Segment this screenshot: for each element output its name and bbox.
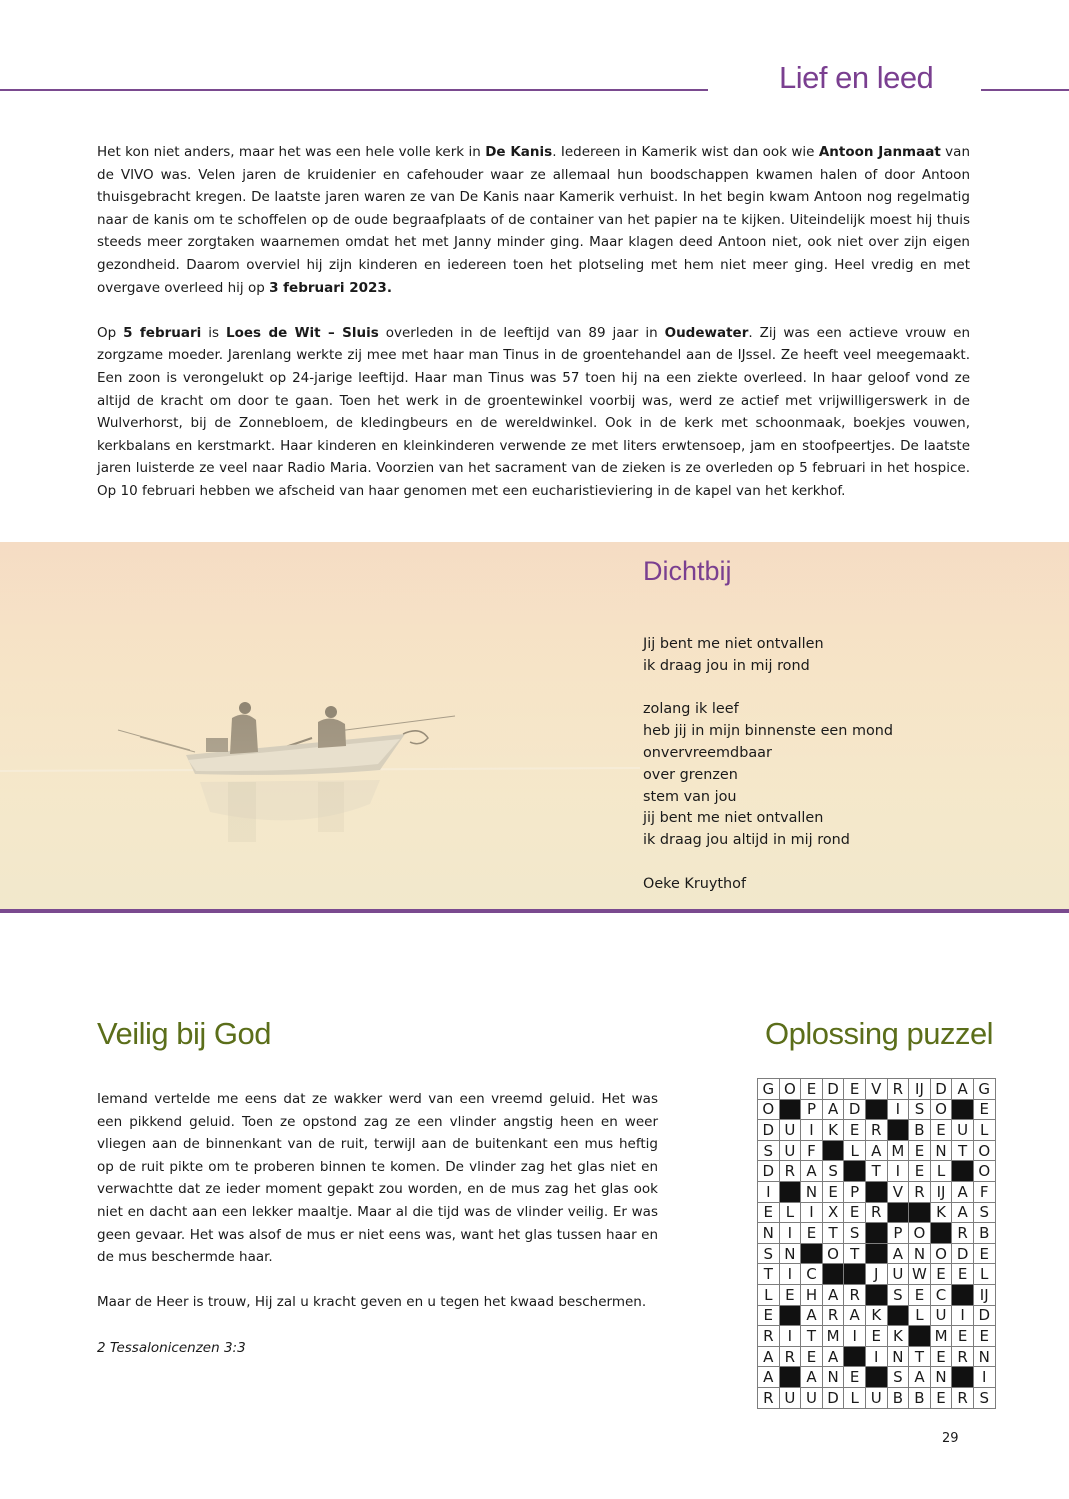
puzzle-black-cell (844, 1161, 866, 1182)
puzzle-cell: I (844, 1326, 866, 1347)
puzzle-cell: I (801, 1120, 823, 1141)
puzzle-cell: P (844, 1181, 866, 1202)
puzzle-row (758, 1099, 996, 1120)
puzzle-cell: E (822, 1181, 844, 1202)
puzzle-black-cell (844, 1346, 866, 1367)
puzzle-cell: I (779, 1264, 801, 1285)
puzzle-cell: R (865, 1120, 887, 1141)
puzzle-cell: D (758, 1161, 780, 1182)
puzzle-black-cell (865, 1223, 887, 1244)
page-title: Lief en leed (779, 60, 934, 95)
obituaries (97, 141, 970, 525)
puzzle-cell: B (909, 1387, 931, 1408)
puzzle-row (758, 1243, 996, 1264)
puzzle-cell: N (930, 1140, 952, 1161)
poem-line (643, 678, 893, 700)
puzzle-cell: U (779, 1140, 801, 1161)
puzzle-cell: E (844, 1079, 866, 1100)
puzzle-cell: U (779, 1120, 801, 1141)
puzzle-black-cell (887, 1202, 909, 1223)
puzzle-cell: E (758, 1305, 780, 1326)
puzzle-cell: K (887, 1326, 909, 1347)
puzzle-cell: I (973, 1367, 995, 1388)
puzzle-row (758, 1305, 996, 1326)
puzzle-cell: A (887, 1243, 909, 1264)
poem-line: stem van jou (643, 788, 737, 805)
puzzle-cell: A (844, 1305, 866, 1326)
puzzle-cell: D (822, 1079, 844, 1100)
header-rule-left (0, 89, 708, 91)
puzzle-cell: D (930, 1079, 952, 1100)
puzzle-black-cell (930, 1223, 952, 1244)
puzzle-cell: E (952, 1264, 974, 1285)
puzzle-cell: N (930, 1367, 952, 1388)
puzzle-cell: I (779, 1223, 801, 1244)
puzzle-cell: E (801, 1223, 823, 1244)
puzzle-black-cell (865, 1099, 887, 1120)
puzzle-cell: E (909, 1161, 931, 1182)
puzzle-cell: R (758, 1326, 780, 1347)
puzzle-title: Oplossing puzzel (765, 1016, 994, 1051)
puzzle-cell: I (887, 1099, 909, 1120)
puzzle-cell: O (779, 1079, 801, 1100)
puzzle-cell: R (952, 1346, 974, 1367)
puzzle-cell: IJ (909, 1079, 931, 1100)
puzzle-cell: D (973, 1305, 995, 1326)
puzzle-cell: N (758, 1223, 780, 1244)
puzzle-cell: R (822, 1305, 844, 1326)
puzzle-cell: I (801, 1202, 823, 1223)
poem-line: heb jij in mijn binnenste een mond (643, 723, 894, 740)
puzzle-black-cell (801, 1243, 823, 1264)
obituary-antoon: Het kon niet anders, maar het was een hele volle kerk in De Kanis. Iedereen in Kamerik wist dan ook wie Antoon Janmaat van de VIVO was. Velen jaren de kruidenier en cafehouder waar ze allemaal hun boodschappen kwamen halen of door Antoon thuisgebracht kregen. De laatste jaren waren ze van De Kanis naar Kamerik verhuist. In het begin kwam Antoon nog regelmatig naar de kanis om te schoffelen op de oude begraafplaats of de container van het papier na te kijken. Uiteindelijk moest hij thuis steeds meer zorgtaken waarnemen omdat het met Janny minder ging. Maar klagen deed Antoon niet, ook niet over zijn eigen gezondheid. Daarom overviel hij zijn kinderen en iedereen toen het plotseling met hem niet meer ging. Heel vredig en met overgave overleed hij op 3 februari 2023. (97, 144, 970, 296)
puzzle-row (758, 1120, 996, 1141)
puzzle-black-cell (779, 1305, 801, 1326)
puzzle-cell: E (930, 1387, 952, 1408)
puzzle-cell: M (822, 1326, 844, 1347)
puzzle-black-cell (952, 1161, 974, 1182)
puzzle-cell: O (973, 1140, 995, 1161)
puzzle-black-cell (865, 1284, 887, 1305)
puzzle-cell: E (973, 1099, 995, 1120)
puzzle-cell: U (779, 1387, 801, 1408)
puzzle-black-cell (952, 1284, 974, 1305)
puzzle-cell: V (865, 1079, 887, 1100)
puzzle-row (758, 1387, 996, 1408)
puzzle-cell: D (822, 1387, 844, 1408)
puzzle-cell: O (930, 1243, 952, 1264)
puzzle-cell: N (909, 1243, 931, 1264)
puzzle-cell: D (844, 1099, 866, 1120)
puzzle-cell: C (930, 1284, 952, 1305)
puzzle-cell: K (822, 1120, 844, 1141)
puzzle-cell: A (801, 1305, 823, 1326)
puzzle-cell: E (844, 1367, 866, 1388)
puzzle-cell: A (822, 1346, 844, 1367)
puzzle-cell: R (758, 1387, 780, 1408)
puzzle-black-cell (779, 1367, 801, 1388)
puzzle-cell: B (909, 1120, 931, 1141)
puzzle-row (758, 1326, 996, 1347)
puzzle-cell: A (952, 1079, 974, 1100)
poem-line: over grenzen (643, 766, 738, 783)
puzzle-cell: E (844, 1120, 866, 1141)
puzzle-cell: T (952, 1140, 974, 1161)
puzzle-cell: R (865, 1202, 887, 1223)
poem-line: ik draag jou altijd in mij rond (643, 832, 850, 849)
puzzle-row (758, 1140, 996, 1161)
poem-line: ik draag jou in mij rond (643, 657, 810, 674)
puzzle-cell: S (758, 1243, 780, 1264)
puzzle-cell: P (887, 1223, 909, 1244)
puzzle-grid (757, 1078, 996, 1409)
puzzle-cell: S (822, 1161, 844, 1182)
poem-line (643, 852, 893, 874)
puzzle-cell: I (779, 1326, 801, 1347)
puzzle-cell: A (801, 1161, 823, 1182)
puzzle-cell: R (909, 1181, 931, 1202)
puzzle-cell: IJ (973, 1284, 995, 1305)
puzzle-cell: R (952, 1387, 974, 1408)
puzzle-cell: T (822, 1223, 844, 1244)
puzzle-cell: N (822, 1367, 844, 1388)
puzzle-cell: A (801, 1367, 823, 1388)
puzzle-row (758, 1181, 996, 1202)
puzzle-cell: B (887, 1387, 909, 1408)
puzzle-black-cell (887, 1305, 909, 1326)
puzzle-black-cell (822, 1140, 844, 1161)
puzzle-cell: A (952, 1202, 974, 1223)
puzzle-cell: K (930, 1202, 952, 1223)
puzzle-cell: R (952, 1223, 974, 1244)
puzzle-cell: O (822, 1243, 844, 1264)
puzzle-cell: E (865, 1326, 887, 1347)
misty-lake-photo (0, 542, 1069, 910)
puzzle-cell: O (909, 1223, 931, 1244)
puzzle-cell: O (973, 1161, 995, 1182)
puzzle-cell: A (758, 1367, 780, 1388)
boat-illustration (0, 542, 1069, 910)
puzzle-cell: U (801, 1387, 823, 1408)
puzzle-cell: B (973, 1223, 995, 1244)
puzzle-cell: G (758, 1079, 780, 1100)
puzzle-row (758, 1079, 996, 1100)
puzzle-cell: G (973, 1079, 995, 1100)
poem-author: Oeke Kruythof (643, 875, 747, 892)
puzzle-cell: S (909, 1099, 931, 1120)
puzzle-row (758, 1346, 996, 1367)
puzzle-cell: W (909, 1264, 931, 1285)
puzzle-cell: IJ (930, 1181, 952, 1202)
puzzle-row (758, 1161, 996, 1182)
puzzle-cell: R (887, 1079, 909, 1100)
puzzle-cell: S (758, 1140, 780, 1161)
poem-title: Dichtbij (643, 556, 732, 586)
puzzle-cell: E (930, 1120, 952, 1141)
poem-line: Jij bent me niet ontvallen (643, 636, 824, 652)
puzzle-cell: T (758, 1264, 780, 1285)
puzzle-row (758, 1284, 996, 1305)
puzzle-cell: I (865, 1346, 887, 1367)
meditation-paragraph: Maar de Heer is trouw, Hij zal u kracht geven en u tegen het kwaad beschermen. (97, 1294, 647, 1311)
puzzle-cell: L (973, 1120, 995, 1141)
puzzle-black-cell (822, 1264, 844, 1285)
puzzle-row (758, 1223, 996, 1244)
puzzle-cell: L (844, 1140, 866, 1161)
puzzle-cell: R (779, 1161, 801, 1182)
puzzle-cell: N (973, 1346, 995, 1367)
puzzle-cell: D (758, 1120, 780, 1141)
puzzle-cell: E (844, 1202, 866, 1223)
puzzle-cell: E (952, 1326, 974, 1347)
puzzle-black-cell (952, 1099, 974, 1120)
puzzle-cell: I (887, 1161, 909, 1182)
puzzle-cell: T (909, 1346, 931, 1367)
puzzle-cell: M (930, 1326, 952, 1347)
puzzle-row (758, 1202, 996, 1223)
puzzle-black-cell (865, 1367, 887, 1388)
puzzle-cell: U (865, 1387, 887, 1408)
puzzle-row (758, 1264, 996, 1285)
meditation-paragraph: Iemand vertelde me eens dat ze wakker werd van een vreemd geluid. Het was een pikkend geluid. Toen ze opstond zag ze een vlinder angstig heen en weer vliegen aan de binnenkant van de ruit, terwijl aan de buitenkant een mus heftig op de ruit pikte om te proberen binnen te komen. De vlinder zag het glas niet en verwachtte dat ze ieder moment gepakt zou worden, en de mus zag het glas ook niet en dacht aan een lekker maaltje. Maar al die tijd was de vlinder veilig. Er was geen gevaar. Het was alsof de mus er niet eens was, want het glas tussen haar en de mus beschermde haar. (97, 1091, 658, 1266)
puzzle-cell: T (844, 1243, 866, 1264)
puzzle-cell: I (758, 1181, 780, 1202)
puzzle-cell: L (973, 1264, 995, 1285)
puzzle-black-cell (779, 1099, 801, 1120)
header-rule-right (981, 89, 1069, 91)
poem-line: zolang ik leef (643, 701, 739, 718)
puzzle-cell: S (887, 1367, 909, 1388)
puzzle-cell: N (887, 1346, 909, 1367)
poem-text (643, 634, 893, 896)
puzzle-cell: C (801, 1264, 823, 1285)
puzzle-cell: E (779, 1284, 801, 1305)
puzzle-cell: T (801, 1326, 823, 1347)
bible-reference: 2 Tessalonicenzen 3:3 (97, 1339, 246, 1356)
puzzle-black-cell (779, 1181, 801, 1202)
puzzle-cell: U (887, 1264, 909, 1285)
puzzle-cell: E (909, 1284, 931, 1305)
puzzle-cell: E (930, 1346, 952, 1367)
puzzle-cell: A (865, 1140, 887, 1161)
puzzle-cell: N (779, 1243, 801, 1264)
puzzle-cell: A (952, 1181, 974, 1202)
meditation-text (97, 1088, 658, 1382)
puzzle-cell: S (973, 1202, 995, 1223)
page-number: 29 (942, 1431, 959, 1446)
puzzle-cell: O (758, 1099, 780, 1120)
puzzle-cell: S (973, 1387, 995, 1408)
puzzle-cell: J (865, 1264, 887, 1285)
puzzle-cell: U (930, 1305, 952, 1326)
puzzle-cell: E (973, 1326, 995, 1347)
puzzle-cell: L (779, 1202, 801, 1223)
puzzle-cell: H (801, 1284, 823, 1305)
puzzle-row (758, 1367, 996, 1388)
puzzle-cell: N (801, 1181, 823, 1202)
puzzle-cell: E (909, 1140, 931, 1161)
puzzle-cell: R (844, 1284, 866, 1305)
puzzle-cell: P (801, 1099, 823, 1120)
obituary-loes: Op 5 februari is Loes de Wit – Sluis overleden in de leeftijd van 89 jaar in Oudewater. Zij was een actieve vrouw en zorgzame moeder. Jarenlang werkte zij mee met haar man Tinus in de groentehandel aan de IJssel. Ze heeft veel meegemaakt. Een zoon is verongelukt op 24-jarige leeftijd. Haar man Tinus was 57 toen hij na een ziekte overleed. In haar geloof vond ze altijd de kracht om door te gaan. Toen het werk in de groentewinkel voorbij was, werd ze actief met vrijwilligerswerk in de Wulverhorst, bij de Zonnebloem, de kledingbeurs en de wereldwinkel. Ook in de kerk met schoonmaak, boekjes vouwen, kerkbalans en kerstmarkt. Haar kinderen en kleinkinderen verwende ze met liters erwtensoep, jam en stoofpeertjes. De laatste jaren luisterde ze veel naar Radio Maria. Voorzien van het sacrament van de zieken is ze overleden op 5 februari in het hospice. Op 10 februari hebben we afscheid van haar genomen met een eucharistieviering in de kapel van het kerkhof. (97, 324, 970, 499)
puzzle-cell: V (887, 1181, 909, 1202)
puzzle-black-cell (887, 1120, 909, 1141)
puzzle-black-cell (909, 1202, 931, 1223)
puzzle-cell: X (822, 1202, 844, 1223)
puzzle-cell: A (758, 1346, 780, 1367)
puzzle-black-cell (909, 1326, 931, 1347)
puzzle-cell: E (758, 1202, 780, 1223)
puzzle-black-cell (844, 1264, 866, 1285)
puzzle-cell: E (801, 1346, 823, 1367)
puzzle-cell: L (758, 1284, 780, 1305)
puzzle-cell: E (930, 1264, 952, 1285)
puzzle-cell: M (887, 1140, 909, 1161)
puzzle-black-cell (865, 1181, 887, 1202)
puzzle-cell: F (973, 1181, 995, 1202)
meditation-title: Veilig bij God (97, 1016, 271, 1051)
puzzle-cell: L (909, 1305, 931, 1326)
poem-line: onvervreemdbaar (643, 744, 772, 761)
puzzle-black-cell (952, 1367, 974, 1388)
puzzle-cell: L (930, 1161, 952, 1182)
puzzle-cell: F (801, 1140, 823, 1161)
band-bottom-rule (0, 909, 1069, 913)
puzzle-cell: L (844, 1387, 866, 1408)
puzzle-cell: O (930, 1099, 952, 1120)
poem-line: jij bent me niet ontvallen (643, 810, 824, 827)
puzzle-cell: E (801, 1079, 823, 1100)
puzzle-cell: D (952, 1243, 974, 1264)
puzzle-cell: U (952, 1120, 974, 1141)
puzzle-cell: A (909, 1367, 931, 1388)
puzzle-cell: E (973, 1243, 995, 1264)
puzzle-cell: A (822, 1284, 844, 1305)
puzzle-cell: K (865, 1305, 887, 1326)
puzzle-black-cell (865, 1243, 887, 1264)
puzzle-cell: T (865, 1161, 887, 1182)
puzzle-cell: R (779, 1346, 801, 1367)
puzzle-cell: I (952, 1305, 974, 1326)
puzzle-cell: S (887, 1284, 909, 1305)
puzzle-cell: S (844, 1223, 866, 1244)
puzzle-cell: A (822, 1099, 844, 1120)
